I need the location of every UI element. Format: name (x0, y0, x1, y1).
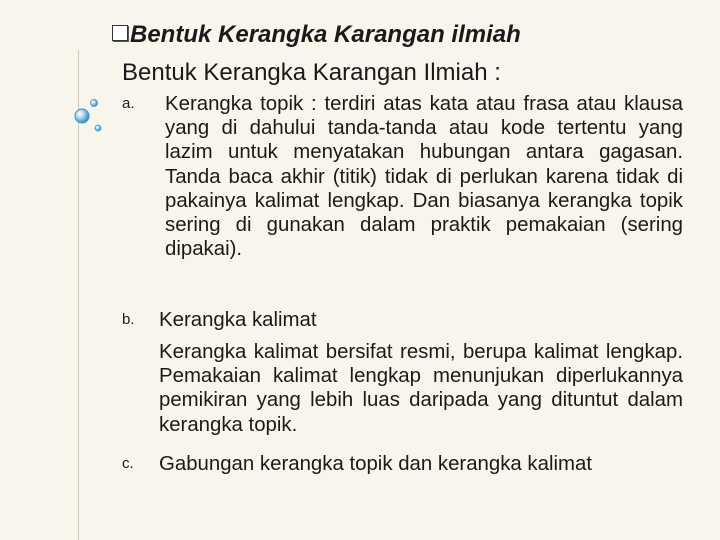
bubbles-icon (60, 96, 104, 142)
list-item-heading: Kerangka kalimat (159, 309, 317, 331)
square-bullet-icon (112, 25, 128, 41)
list-item-text: Gabungan kerangka topik dan kerangka kalimat (159, 453, 593, 475)
list-letter: c. (122, 455, 134, 472)
subtitle: Bentuk Kerangka Karangan Ilmiah : (122, 59, 501, 86)
list-item-text: Kerangka topik : terdiri atas kata atau frasa atau klausa yang di dahului tanda-tanda atau kode tertentu yang lazim untuk menyatakan hubungan antara gagasan. Tanda baca akhir (titik) tidak di perlukan karena tidak di pakainya kalimat lengkap. Dan biasanya kerangka topik sering di gunakan dalam praktik pemakaian (sering dipakai). (165, 93, 683, 261)
list-item-text: Kerangka kalimat bersifat resmi, berupa kalimat lengkap. Pemakaian kalimat lengkap menunjukan diperlukannya pemikiran yang lebih luas daripada yang dituntut dalam kerangka topik. (159, 341, 683, 436)
list-letter: a. (122, 95, 135, 112)
list-letter: b. (122, 311, 135, 328)
slide-title (112, 20, 521, 50)
slide-title-text: Bentuk Kerangka Karangan ilmiah (130, 21, 521, 48)
